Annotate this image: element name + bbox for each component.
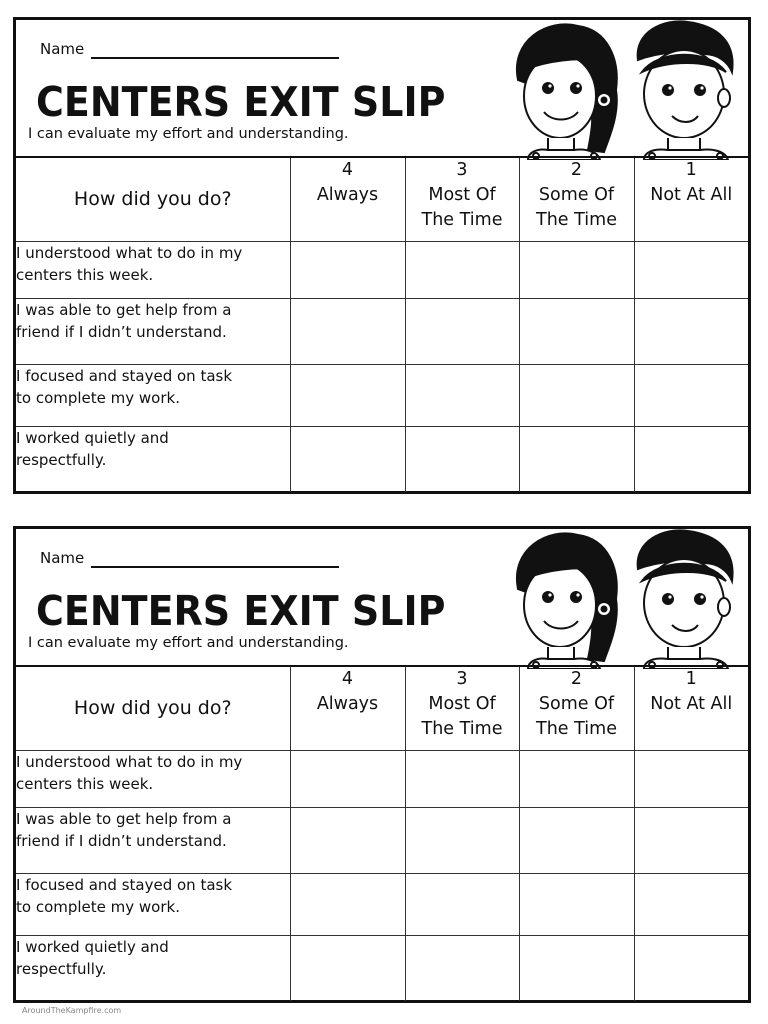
scale-label-line2: The Time [421,719,503,739]
header-row [16,157,748,241]
rating-cell-3[interactable] [405,298,519,364]
scale-label: Most Of [428,694,496,714]
statement-cell [16,298,290,364]
rating-cell-2[interactable] [519,241,634,298]
statement-line: I focused and stayed on task [16,366,233,385]
statement-line: friend if I didn’t understand. [16,322,227,341]
rating-cell-2[interactable] [519,426,634,492]
scale-number: 2 [570,160,583,180]
scale-header-4 [290,157,405,241]
header-row [16,666,748,750]
watermark: AroundTheKampfire.com [22,1006,122,1015]
rating-cell-1[interactable] [634,364,748,426]
exit-slip [13,526,751,1003]
scale-label: Some Of [538,694,615,714]
rating-cell-3[interactable] [405,935,519,1001]
self-assessment-table [16,665,748,1001]
scale-label-line2: The Time [536,719,617,739]
scale-label: Always [316,694,379,714]
scale-label: Most Of [428,185,496,205]
scale-number: 3 [456,160,468,180]
statement-line: centers this week. [16,774,154,793]
statement-cell [16,241,290,298]
statement-line: I was able to get help from a [16,809,232,828]
rating-cell-3[interactable] [405,241,519,298]
rating-cell-3[interactable] [405,750,519,807]
scale-number: 4 [341,669,354,689]
rating-cell-1[interactable] [634,873,748,935]
rating-cell-2[interactable] [519,935,634,1001]
kids-illustration [508,20,738,160]
name-label: Name [40,40,85,58]
statement-line: I worked quietly and [16,937,169,956]
exit-slip [13,17,751,494]
statement-line: friend if I didn’t understand. [16,831,227,850]
rating-cell-2[interactable] [519,364,634,426]
rating-cell-2[interactable] [519,298,634,364]
rating-cell-4[interactable] [290,426,405,492]
slip-subtitle: I can evaluate my effort and understanding. [28,126,349,142]
scale-header-2 [519,666,634,750]
scale-header-2 [519,157,634,241]
rating-cell-4[interactable] [290,750,405,807]
rating-cell-4[interactable] [290,807,405,873]
table-row [16,935,748,1001]
rating-cell-2[interactable] [519,807,634,873]
statement-cell [16,873,290,935]
boy-illustration-icon [638,530,733,669]
question-header: How did you do? [16,666,290,750]
rating-cell-4[interactable] [290,241,405,298]
table-row [16,241,748,298]
rating-cell-2[interactable] [519,750,634,807]
rating-cell-3[interactable] [405,426,519,492]
statement-cell [16,807,290,873]
name-label: Name [40,549,85,567]
statement-cell [16,364,290,426]
rating-cell-4[interactable] [290,298,405,364]
rating-cell-1[interactable] [634,298,748,364]
table-row [16,750,748,807]
scale-number: 1 [685,160,697,180]
statement-cell [16,935,290,1001]
statement-line: I worked quietly and [16,428,169,447]
scale-label: Not At All [650,694,733,714]
statement-line: I understood what to do in my [16,752,243,771]
slip-title: CENTERS EXIT SLIP [36,78,446,126]
scale-label: Some Of [538,185,615,205]
statement-line: respectfully. [16,450,107,469]
scale-number: 4 [341,160,354,180]
scale-header-4 [290,666,405,750]
slip-title: CENTERS EXIT SLIP [36,587,446,635]
scale-number: 1 [685,669,697,689]
statement-line: to complete my work. [16,897,180,916]
scale-header-3 [405,666,519,750]
rating-cell-1[interactable] [634,935,748,1001]
scale-label-line2: The Time [536,210,617,230]
scale-header-3 [405,157,519,241]
table-row [16,426,748,492]
scale-label: Not At All [650,185,733,205]
scale-label: Always [316,185,379,205]
rating-cell-1[interactable] [634,807,748,873]
statement-line: I was able to get help from a [16,300,232,319]
statement-cell [16,426,290,492]
table-row [16,364,748,426]
rating-cell-4[interactable] [290,873,405,935]
scale-header-1 [634,666,748,750]
rating-cell-3[interactable] [405,873,519,935]
scale-number: 2 [570,669,583,689]
girl-illustration-icon [517,533,617,669]
scale-label-line2: The Time [421,210,503,230]
statement-line: I understood what to do in my [16,243,243,262]
slip-subtitle: I can evaluate my effort and understanding. [28,635,349,651]
kids-illustration [508,529,738,669]
rating-cell-1[interactable] [634,426,748,492]
table-row [16,298,748,364]
rating-cell-4[interactable] [290,364,405,426]
rating-cell-3[interactable] [405,364,519,426]
girl-illustration-icon [517,24,617,160]
statement-line: centers this week. [16,265,154,284]
statement-line: I focused and stayed on task [16,875,233,894]
table-row [16,873,748,935]
statement-line: respectfully. [16,959,107,978]
scale-number: 3 [456,669,468,689]
question-header: How did you do? [16,157,290,241]
table-row [16,807,748,873]
self-assessment-table [16,156,748,492]
scale-header-1 [634,157,748,241]
rating-cell-1[interactable] [634,750,748,807]
statement-line: to complete my work. [16,388,180,407]
rating-cell-3[interactable] [405,807,519,873]
boy-illustration-icon [638,21,733,160]
rating-cell-4[interactable] [290,935,405,1001]
rating-cell-2[interactable] [519,873,634,935]
rating-cell-1[interactable] [634,241,748,298]
name-field[interactable] [91,57,339,59]
statement-cell [16,750,290,807]
name-field[interactable] [91,566,339,568]
